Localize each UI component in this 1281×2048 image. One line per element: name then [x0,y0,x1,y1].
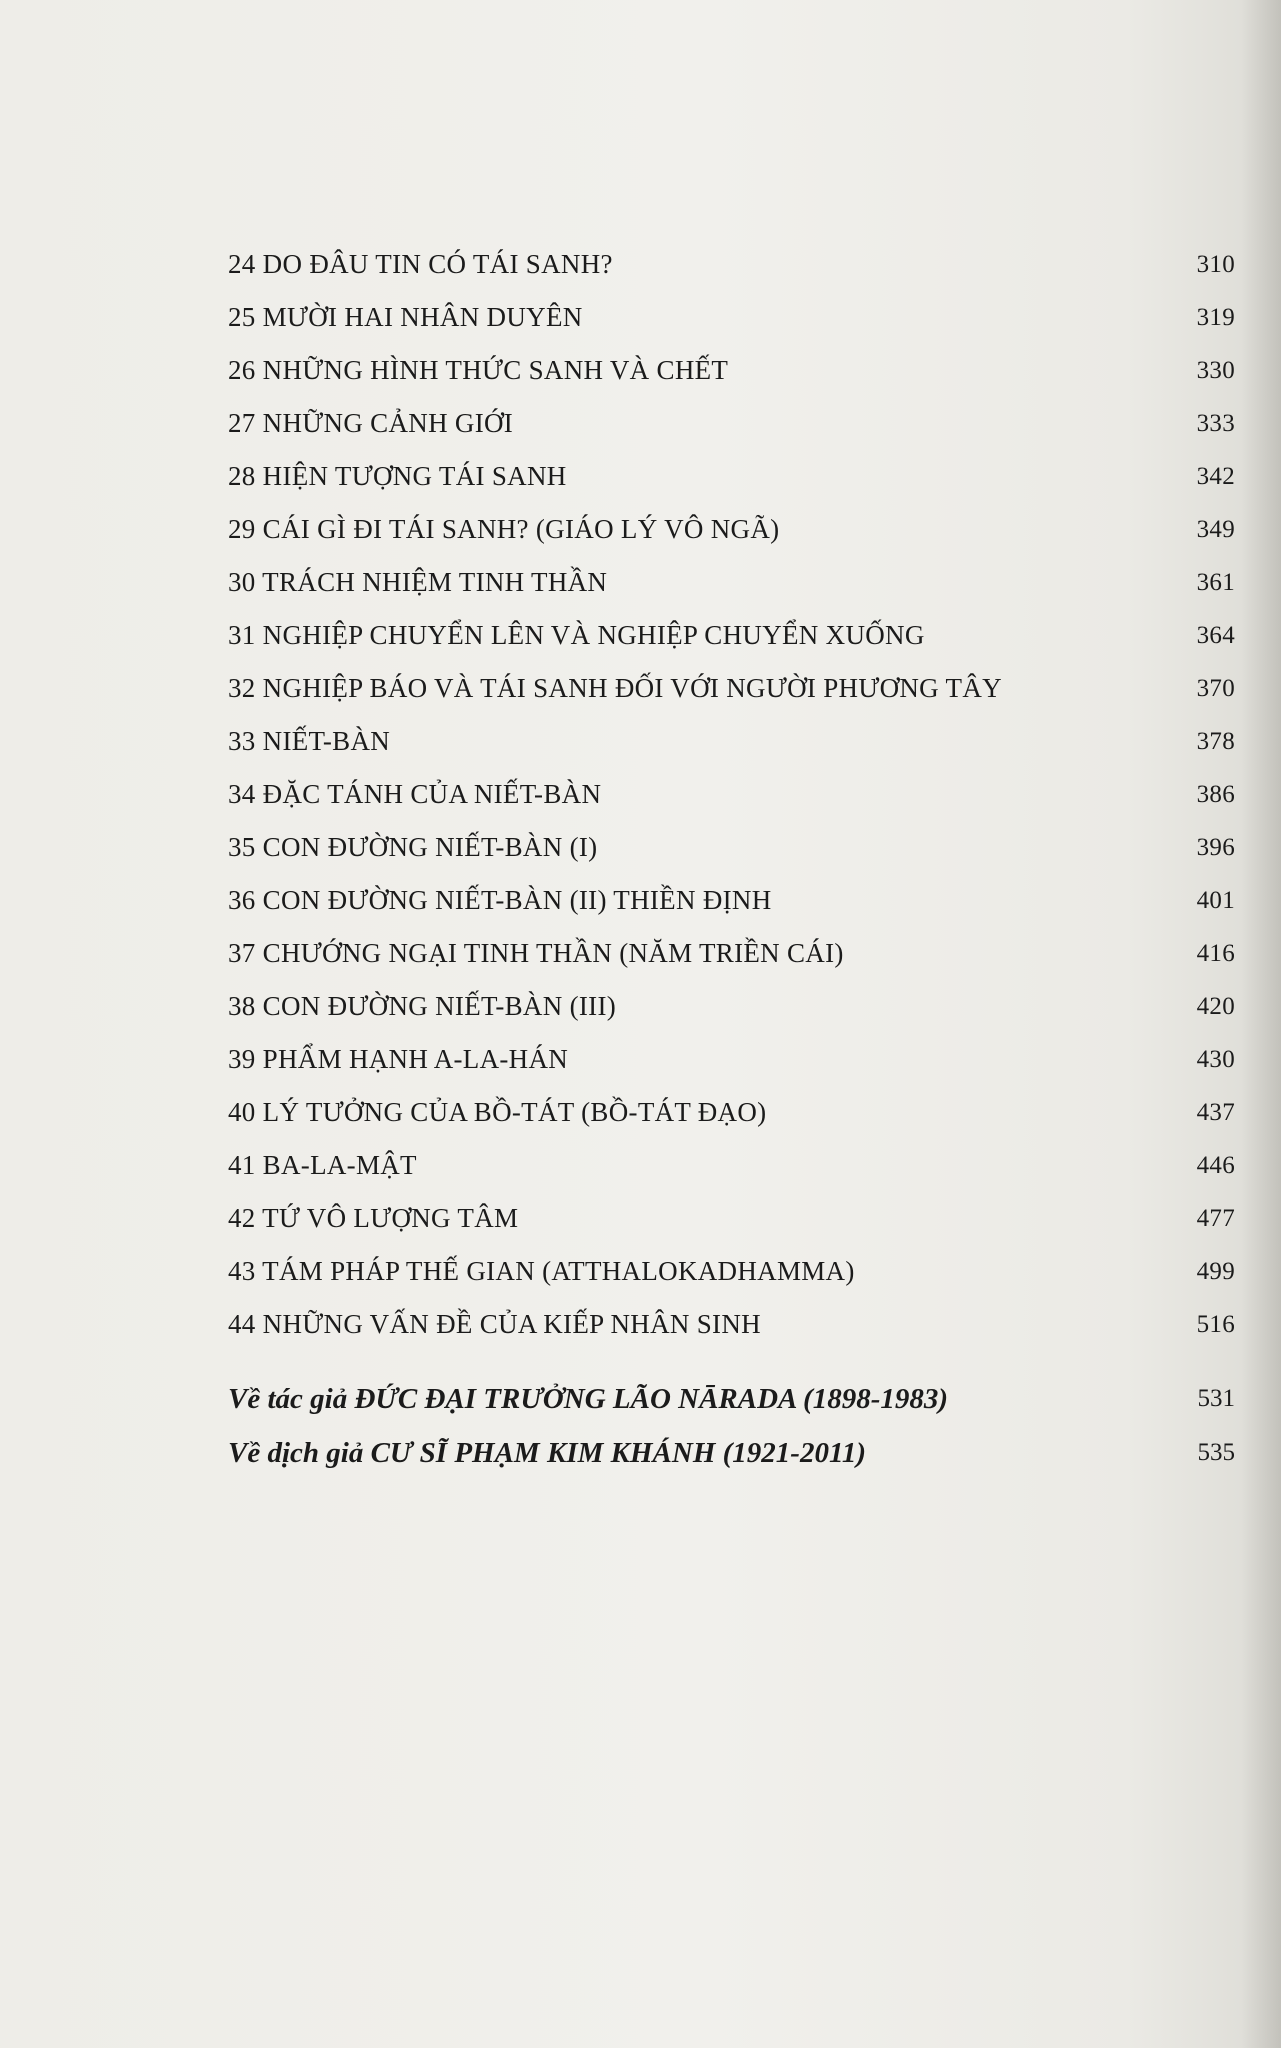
entry-number: 43 [228,1256,256,1286]
entry-page: 437 [1196,1099,1235,1126]
entry-title: TÁM PHÁP THẾ GIAN (ATTHALOKADHAMMA) [262,1256,855,1286]
entry-number: 39 [228,1044,256,1074]
entry-title: CON ĐƯỜNG NIẾT-BÀN (III) [262,991,617,1021]
toc-entry-38 [228,980,1235,1033]
entry-title: CON ĐƯỜNG NIẾT-BÀN (II) THIỀN ĐỊNH [262,885,772,915]
entry-page: 342 [1196,463,1235,490]
entry-page: 319 [1196,304,1235,331]
entry-page: 416 [1196,940,1235,967]
toc-entry-25 [228,291,1235,344]
entry-page: 378 [1196,728,1235,755]
entry-number: 36 [228,885,256,915]
entry-number: 37 [228,938,256,968]
entry-page: 386 [1196,781,1235,808]
entry-number: 40 [228,1097,256,1127]
entry-number: 41 [228,1150,256,1180]
toc-entry-43 [228,1245,1235,1298]
toc-entry-24 [228,238,1235,291]
entry-title: ĐẶC TÁNH CỦA NIẾT-BÀN [262,779,602,809]
credit-page: 535 [1197,1439,1235,1466]
entry-title: PHẨM HẠNH A-LA-HÁN [262,1044,569,1074]
entry-title: NGHIỆP BÁO VÀ TÁI SANH ĐỐI VỚI NGƯỜI PHƯƠNG TÂY [262,673,1002,703]
entry-title: LÝ TƯỞNG CỦA BỒ-TÁT (BỒ-TÁT ĐẠO) [262,1097,767,1127]
entry-title: NHỮNG VẤN ĐỀ CỦA KIẾP NHÂN SINH [262,1309,761,1339]
credit-page: 531 [1197,1385,1235,1412]
entry-title: HIỆN TƯỢNG TÁI SANH [262,461,567,491]
entry-page: 370 [1196,675,1235,702]
entry-number: 44 [228,1309,256,1339]
toc-entry-41 [228,1139,1235,1192]
toc-entry-34 [228,768,1235,821]
credit-translator [228,1426,1235,1480]
entry-page: 396 [1196,834,1235,861]
entry-number: 38 [228,991,256,1021]
entry-number: 30 [228,567,256,597]
entry-title: NHỮNG HÌNH THỨC SANH VÀ CHẾT [262,355,729,385]
credit-name: ĐỨC ĐẠI TRƯỞNG LÃO NĀRADA (1898-1983) [354,1383,949,1415]
credit-label: Về tác giả [228,1383,348,1415]
entry-title: NHỮNG CẢNH GIỚI [262,408,514,438]
toc-entry-28 [228,450,1235,503]
entry-page: 401 [1196,887,1235,914]
toc-entry-30 [228,556,1235,609]
entry-page: 364 [1196,622,1235,649]
entry-title: CON ĐƯỜNG NIẾT-BÀN (I) [262,832,598,862]
entry-number: 25 [228,302,256,332]
entry-page: 310 [1196,251,1235,278]
credit-author [228,1372,1235,1426]
entry-page: 446 [1196,1152,1235,1179]
toc-entry-32 [228,662,1235,715]
toc-entry-26 [228,344,1235,397]
entry-number: 32 [228,673,256,703]
toc-entry-44 [228,1298,1235,1351]
entry-number: 28 [228,461,256,491]
credit-label: Về dịch giả [228,1437,364,1469]
entry-page: 330 [1196,357,1235,384]
credit-name: CƯ SĨ PHẠM KIM KHÁNH (1921-2011) [370,1437,867,1469]
entry-title: NIẾT-BÀN [262,726,391,756]
entry-title: DO ĐÂU TIN CÓ TÁI SANH? [262,249,613,279]
toc-entry-36 [228,874,1235,927]
entry-page: 430 [1196,1046,1235,1073]
spine-shadow [1241,0,1281,2048]
entry-page: 349 [1196,516,1235,543]
entry-page: 477 [1196,1205,1235,1232]
entry-page: 333 [1196,410,1235,437]
toc-entry-33 [228,715,1235,768]
toc-entry-37 [228,927,1235,980]
entry-title: NGHIỆP CHUYỂN LÊN VÀ NGHIỆP CHUYỂN XUỐNG [262,620,925,650]
toc-entry-42 [228,1192,1235,1245]
entry-number: 34 [228,779,256,809]
entry-page: 499 [1196,1258,1235,1285]
entry-title: TỨ VÔ LƯỢNG TÂM [262,1203,519,1233]
entry-page: 420 [1196,993,1235,1020]
entry-number: 35 [228,832,256,862]
toc-entry-35 [228,821,1235,874]
entry-page: 516 [1196,1311,1235,1338]
entry-number: 26 [228,355,256,385]
entry-number: 31 [228,620,256,650]
entry-title: TRÁCH NHIỆM TINH THẦN [262,567,608,597]
entry-number: 24 [228,249,256,279]
entry-number: 33 [228,726,256,756]
toc-entry-31 [228,609,1235,662]
toc-entry-27 [228,397,1235,450]
toc-entry-40 [228,1086,1235,1139]
entry-page: 361 [1196,569,1235,596]
entry-title: CHƯỚNG NGẠI TINH THẦN (NĂM TRIỀN CÁI) [262,938,844,968]
entry-number: 27 [228,408,256,438]
entry-title: MƯỜI HAI NHÂN DUYÊN [262,302,583,332]
entry-number: 29 [228,514,256,544]
table-of-contents [228,238,1235,1351]
entry-title: CÁI GÌ ĐI TÁI SANH? (GIÁO LÝ VÔ NGÃ) [262,514,780,544]
entry-number: 42 [228,1203,256,1233]
credits-section [228,1372,1235,1480]
entry-title: BA-LA-MẬT [262,1150,417,1180]
toc-entry-39 [228,1033,1235,1086]
toc-entry-29 [228,503,1235,556]
